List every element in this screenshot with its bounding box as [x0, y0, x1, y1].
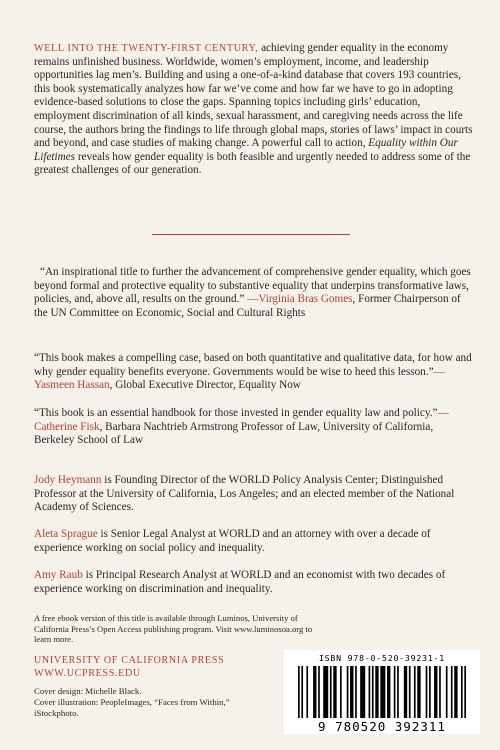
endorser-name: —Catherine Fisk: [34, 407, 449, 433]
endorser-name: —Virginia Bras Gomes: [247, 293, 353, 306]
description-text-part-2: reveals how gender equality is both feasible and urgently needed to address some of the greatest challenges of our generation.: [34, 150, 471, 177]
cover-credits: [34, 686, 234, 720]
author-name: Jody Heymann: [34, 474, 102, 486]
endorsement-quote: “This book makes a compelling case, based on both quantitative and qualitative data, for how and why gender equality benefits everyone. Governments would be wise to heed this lesson.”: [34, 352, 472, 378]
divider-rule: [152, 234, 350, 235]
endorser-affiliation: , Former Chairperson of the UN Committee on Economic, Social and Cultural Rights: [34, 293, 461, 319]
endorsement-3: [34, 407, 474, 448]
endorsement-2: [34, 352, 474, 393]
author-bio-text: is Founding Director of the WORLD Policy Analysis Center; Distinguished Professor at the University of California, Los Angeles; and an elected member of the National Academy of Sciences.: [34, 474, 455, 514]
endorsement-1: [34, 266, 474, 320]
author-bio-3: [34, 569, 474, 596]
author-bio-1: [34, 474, 474, 515]
author-bio-text: is Senior Legal Analyst at WORLD and an attorney with over a decade of experience working on social policy and inequality.: [34, 528, 431, 554]
cover-design-credit: Cover design: Michelle Black.: [34, 686, 142, 696]
endorser-name: —Yasmeen Hassan: [34, 365, 445, 392]
barcode-bars: [298, 666, 466, 718]
endorsement-quote: “This book is an essential handbook for those invested in gender equality law and policy.”: [34, 407, 438, 419]
author-bio-2: [34, 528, 474, 555]
book-title-italic: Equality within Our Lifetimes: [34, 137, 458, 163]
publisher-block: [34, 654, 224, 680]
isbn-label: ISBN 978-0-520-39231-1: [318, 653, 446, 663]
publisher-name: UNIVERSITY OF CALIFORNIA PRESS: [34, 655, 225, 666]
description-text-part-1: achieving gender equality in the economy remains unfinished business. Worldwide, women’s employment, income, and leadership opportunities lag men’s. Building and using a one-of-a-kind database that covers 193 countries, this book systematically analyzes how far we’ve come and how far we have to go in adopting evidence-based solutions to close the gaps. Spanning topics including girls’ education, employment discrimination of all kinds, sexual harassment, and caregiving needs across the life course, the authors bring the findings to life through global maps, stories of laws’ impact in courts and beyond, and case studies of making change. A powerful call to action,: [34, 42, 473, 150]
open-access-note: A free ebook version of this title is available through Luminos, University of California Press’s Open Access publishing program. Visit www.luminosoa.org to learn more.: [34, 613, 313, 645]
cover-illustration-credit: Cover illustration: PeopleImages, “Faces from Within,” iStockphoto.: [34, 697, 230, 719]
author-name: Aleta Sprague: [34, 528, 98, 540]
author-bio-text: is Principal Research Analyst at WORLD and an economist with two decades of experience working on discrimination and inequality.: [34, 569, 446, 595]
endorser-affiliation: , Barbara Nachtrieb Armstrong Professor of Law, University of California, Berkeley School of Law: [34, 420, 434, 447]
endorsement-quote: “An inspirational title to further the advancement of comprehensive gender equality, which goes beyond formal and protective equality to substantive equality that underpins transformative laws, policies, and, above all, results on the ground.”: [34, 266, 471, 306]
author-name: Amy Raub: [34, 569, 83, 581]
publisher-url: WWW.UCPRESS.EDU: [34, 668, 141, 679]
barcode-number: 9 780520 392311: [318, 719, 446, 734]
book-description: [34, 42, 474, 178]
isbn-barcode: [284, 650, 480, 734]
description-lead-caps: WELL INTO THE TWENTY-FIRST CENTURY,: [34, 43, 259, 54]
endorser-affiliation: , Global Executive Director, Equality Now: [109, 379, 301, 392]
